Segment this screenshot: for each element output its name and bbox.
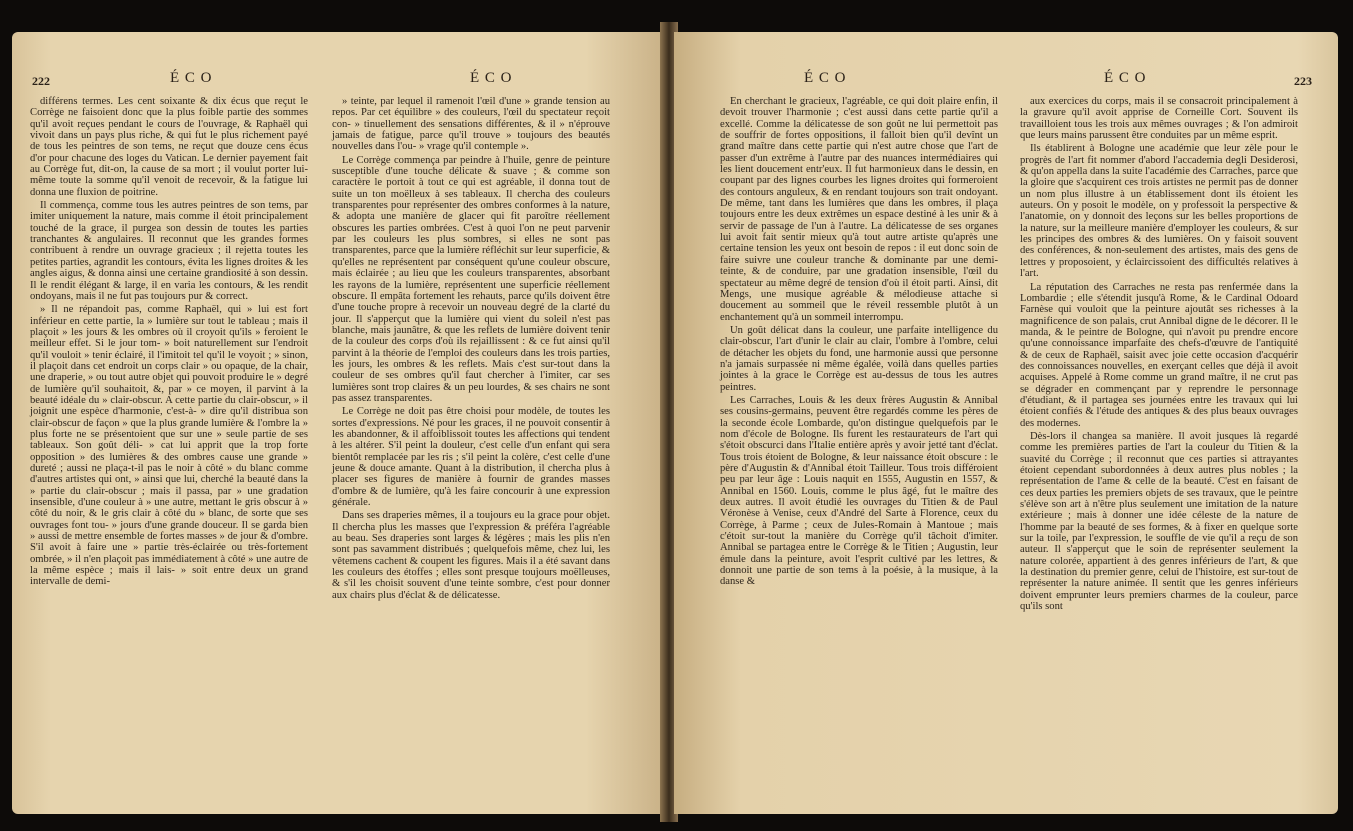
left-page-number: 222	[32, 74, 50, 88]
right-page-number: 223	[1294, 74, 1312, 88]
right-page-header	[674, 70, 1338, 92]
paragraph: Il commença, comme tous les autres peintres de son tems, par imiter uniquement la nature, mais comme il étoit principalement touché de la grace, il purgea son dessin de toutes les parties tranchantes & angulaires. Il reconnut que les grandes formes contribuent à rendre un ouvrage gracieux ; il rejetta toutes les petites parties, agrandit les contours, évita les lignes droites & les angles aigus, & donna ainsi une certaine grandiosité à son dessin. Il le rendit élégant & large, il en varia les contours, & les rendit ondoyans, mais il ne fut pas toujours pur & correct.	[30, 200, 308, 302]
paragraph: En cherchant le gracieux, l'agréable, ce qui doit plaire enfin, il devoit trouver l'harmonie ; c'est aussi dans cette partie qu'il a excellé. Comme la délicatesse de son goût ne lui permettoit pas de souffrir de fortes oppositions, il falloit bien qu'il devînt un grand maître dans cette partie qui n'est autre chose que l'art de passer d'un extrême à l'autre par des nuances intermédiaires qui les lient doucement entr'eux. Il fut harmonieux dans le dessin, en coupant par des lignes courbes les lignes droites qui formeroient des contours anguleux, & en rendant toujours son trait ondoyant. De même, tant dans les lumières que dans les ombres, il plaça toujours entre les deux extrêmes un espace destiné à les unir & à servir de passage de l'un à l'autre. La délicatesse de ses organes lui avoit fait sentir mieux qu'à tout autre artiste qu'après une certaine tension les yeux ont besoin de repos : il eut donc soin de faire suivre une couleur tranche & dominante par une demi-teinte, & de conduire, par une gradation insensible, l'œil du spectateur au même degré de tension d'où il étoit parti. Ainsi, dit Mengs, une musique agréable & mélodieuse attache si doucement au sommeil que le réveil ressemble plutôt à un enchantement qu'à un sommeil interrompu.	[720, 96, 998, 323]
paragraph: » teinte, par lequel il ramenoit l'œil d'une » grande tension au repos. Par cet équilibre » des couleurs, l'œil du spectateur reçoit con- » tinuellement des sensations différentes, & il » n'éprouve jamais de fatigue, parce qu'il trouve » toujours des beautés nouvelles dans l'ou- » vrage qu'il contemple ».	[332, 96, 610, 153]
paragraph: » Il ne répandoit pas, comme Raphaël, qui » lui est fort inférieur en cette partie, la » lumière sur tout le tableau ; mais il plaçoit » les jours & les ombres où il croyoit qu'ils » feroient le meilleur effet. Si le jour tom- » boit naturellement sur l'endroit qu'il vouloit » tenir éclairé, il l'imitoit tel qu'il le voyoit ; » sinon, il plaçoit dans cet endroit un corps clair » ou opaque, de la chair, une draperie, » ou tout autre objet qui pouvoit produire le » degré de lumière qu'il souhaitoit, &, par » ce moyen, il parvint à la beauté idéale du » clair-obscur. A cette partie du clair-obscur, » il joignit une espèce d'harmonie, c'est-à- » dire qu'il distribua son clair-obscur de façon » que la plus grande lumière & l'ombre la » plus forte ne se présentoient que sur une » seule partie de ses tableaux. Son goût déli- » cat lui apprit que la trop forte opposition » des lumières & des ombres cause une grande » dureté ; aussi ne plaça-t-il pas le noir à côté » du blanc comme d'autres artistes qui ont, » ainsi que lui, cherché la beauté dans la » partie du clair-obscur ; mais il passa, par » une gradation insensible, d'une couleur à » une autre, mettant le gris obscur à » côté du noir, & le gris clair à côté du » blanc, de sorte que ses ouvrages font tou- » jours d'une grande douceur. Il se garda bien » aussi de mettre ensemble de fortes masses » de jour & d'ombre. S'il avoit à faire une » partie très-éclairée ou très-fortement ombrée, » il n'en plaçoit pas immédiatement à côté » une autre de la même espèce ; mais il lais- » soit entre deux un grand intervalle de demi-	[30, 304, 308, 588]
left-running-head-2: É C O	[470, 70, 513, 86]
paragraph: Ils établirent à Bologne une académie que leur zèle pour le progrès de l'art fit nommer d'abord l'accademia degli Desiderosi, & qu'on appella dans la suite l'académie des Carraches, parce que la gloire que s'acquirent ces trois artistes ne permit pas de donner un nom plus illustre à un établissement dont ils étoient les auteurs. On y posoit le modèle, on y professoit la perspective & l'anatomie, on y donnoit des leçons sur les belles proportions de la nature, sur la meilleure manière d'employer les couleurs, & sur les principes des ombres & des lumières. On y faisoit souvent des conférences, & non-seulement des artistes, mais des gens de lettres y proposoient, y éclaircissoient des difficultés relatives à l'art.	[1020, 143, 1298, 280]
paragraph: Les Carraches, Louis & les deux frères Augustin & Annibal ses cousins-germains, peuvent être regardés comme les pères de la seconde école Lombarde, qu'on distingue quelquefois par le nom d'école de Bologne. Ils furent les restaurateurs de l'art qui s'étoit obscurci dans l'Italie entière après y avoir jetté tant d'éclat. Tous trois étoient de Bologne, & leur naissance étoit obscure : le père d'Augustin & d'Annibal étoit Tailleur. Tous trois différoient peu par leur âge : Louis naquit en 1555, Augustin en 1557, & Annibal en 1560. Louis, comme le plus âgé, fut le maître des deux autres. Il avoit étudié les ouvrages du Titien & de Paul Véronèse à Venise, ceux d'André del Sarte à Florence, ceux du Corrège, à Parme ; ceux de Jules-Romain à Mantoue ; mais c'étoit sur-tout la manière du Corrège qu'il tâchoit d'imiter. Annibal se partagea entre le Corrège & le Titien ; Augustin, leur émule dans la peinture, avoit l'esprit cultivé par les lettres, & donnoit une partie de son tems à la poésie, à la musique, à la danse &	[720, 394, 998, 588]
paragraph: aux exercices du corps, mais il se consacroit principalement à la gravure qu'il avoit apprise de Corneille Cort. Souvent ils travailloient tous les trois aux mêmes ouvrages ; & l'on admiroit que leurs mains parussent être conduites par un même esprit.	[1020, 96, 1298, 142]
left-column-2	[332, 96, 610, 603]
paragraph: Un goût délicat dans la couleur, une parfaite intelligence du clair-obscur, l'art d'unir le clair au clair, l'ombre à l'ombre, celui de détacher les objets du fond, une harmonie aussi que personne n'a jamais surpassée ni même égalée, voilà dans quelles parties jointes à la grace le Corrège est au-dessus de tous les autres peintres.	[720, 324, 998, 393]
right-running-head-1: É C O	[804, 70, 847, 86]
paragraph: Dès-lors il changea sa manière. Il avoit jusques là regardé comme les premières parties de l'art la couleur du Titien & la suavité du Corrège ; il reconnut que ces parties si attrayantes étoient cependant subordonnées à deux autres plus nobles ; la représentation de l'ame & celle de la beauté. C'est en faisant de ces deux parties les premiers objets de ses travaux, que le peintre s'élève son art à n'être plus seulement une imitation de la nature extérieure ; mais à donner une idée céleste de la nature de l'homme par la beauté de ses formes, & à fixer en quelque sorte sur la toile, par l'expression, le souffle de vie qu'il a reçu de son auteur. Il s'apperçut que le soin de représenter seulement la nature colorée, appartient à des genres inférieurs de l'art, & que la destination du premier genre, celui de l'histoire, est sur-tout de représenter la nature animée. Il sentit que les genres inférieurs doivent emprunter leurs premiers charmes de la couleur, parce qu'ils sont	[1020, 430, 1298, 613]
paragraph: différens termes. Les cent soixante & dix écus que reçut le Corrège ne faisoient donc que la plus foible partie des sommes qu'il avoit reçues pendant le cours de l'ouvrage, & Raphaël qui vivoit dans un pays plus riche, & qui fut le plus richement payé de tous les peintres de son tems, ne reçut que douze cens écus d'or pour chacune des loges du Vatican. Le dernier payement fait au Corrège fut, dit-on, la cause de sa mort ; il voulut porter lui-même toute la somme qu'il venoit de recevoir, & la fatigue lui donna une fluxion de poitrine.	[30, 96, 308, 198]
open-book	[12, 22, 1342, 822]
paragraph: Dans ses draperies mêmes, il a toujours eu la grace pour objet. Il chercha plus les masses que l'expression & préféra l'agréable au beau. Ses draperies sont larges & légères ; mais les plis n'en sont pas savamment distribués ; quelquefois même, chez lui, les vêtemens cachent & coupent les figures. Mais il a été savant dans les couleurs des étoffes ; elles sont presque toujours moëlleuses, & s'il les choisit souvent d'une teinte sombre, c'est pour donner aux chairs plus d'éclat & de délicatesse.	[332, 510, 610, 601]
left-page-header	[12, 70, 664, 92]
right-page	[674, 32, 1338, 814]
paragraph: Le Corrège ne doit pas être choisi pour modèle, de toutes les sortes d'expressions. Né pour les graces, il ne pouvoit consentir à les abandonner, & il affoiblissoit toutes les affections qui tendent à les altérer. S'il peint la douleur, c'est celle d'un enfant qui sera bientôt remplacée par les ris ; s'il peint la colère, c'est celle d'une jeune & douce amante. Quant à la distribution, il chercha plus à placer ses figures de manière à fournir de grandes masses d'ombre & de lumière, qu'à les faire concourir à une expression générale.	[332, 406, 610, 509]
left-column-1	[30, 96, 308, 590]
right-column-2	[1020, 96, 1298, 614]
right-column-1	[720, 96, 998, 590]
paragraph: Le Corrège commença par peindre à l'huile, genre de peinture susceptible d'une touche délicate & suave ; & comme son caractère le portoit à tout ce qui est agréable, il donna tout de suite un ton moëlleux à ses tableaux. Il chercha des couleurs transparentes pour représenter des ombres conformes à la nature, & adopta une manière de glacer qui fit paroître réellement obscures les parties ombrées. C'est à quoi l'on ne peut parvenir par les couleurs les plus sombres, si elles ne sont pas transparentes, parce que la lumière réfléchit sur leur superficie, & qu'elles ne représentent par conséquent qu'une couleur obscure, mais éclairée ; au lieu que les couleurs transparentes, absorbant les rayons de la lumière, représentent une superficie réellement obscure. Il empâta fortement les rehauts, parce qu'ils doivent être d'une touche propre à recevoir un nouveau degré de la clarté du jour. Il s'apperçut que la lumière qui vient du soleil n'est pas blanche, mais jaunâtre, & que les reflets de lumière doivent tenir de la couleur des corps d'où ils rejaillissent : & ce fut ainsi qu'il parvint à la théorie de l'emploi des couleurs dans les trois parties, les jours, les ombres & les reflets. Mais c'est sur-tout dans la couleur de ses ombres qu'il faut chercher à l'imiter, car ses lumières sont trop claires & un peu lourdes, & ses chairs ne sont pas assez transparentes.	[332, 154, 610, 404]
paragraph: La réputation des Carraches ne resta pas renfermée dans la Lombardie ; elle s'étendit jusqu'à Rome, & le Cardinal Odoard Farnèse qui vouloit que la peinture ajoutât ses richesses à la magnificence de son palais, crut Annibal digne de le décorer. Il le manda, & le peintre de Bologne, qui n'avoit pu prendre encore qu'une connoissance imparfaite des chefs-d'œuvre de l'antiquité & de ceux de Raphaël, saisit avec joie cette occasion d'acquérir des connoissances nouvelles, en exerçant celles que déjà il avoit acquises. Appelé à Rome comme un grand maître, il ne crut pas se dégrader en commençant par y reprendre le personnage d'étudiant, & il partagea ses journées entre les travaux qui lui étoient confiés & l'étude des antiques & des plus beaux ouvrages des modernes.	[1020, 281, 1298, 429]
left-running-head-1: É C O	[170, 70, 213, 86]
right-running-head-2: É C O	[1104, 70, 1147, 86]
left-page	[12, 32, 664, 814]
